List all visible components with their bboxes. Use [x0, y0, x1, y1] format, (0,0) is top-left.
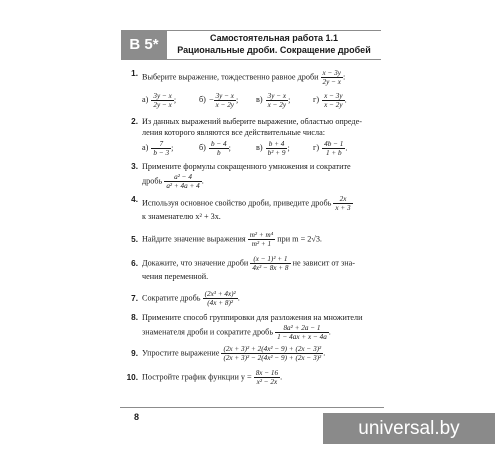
answer-options: [142, 92, 386, 109]
option-a: а) $\frac{7}{b - 3}$ ;: [142, 140, 174, 157]
task-text: Найдите значение выражения: [142, 234, 246, 244]
task-text-line-2: к знаменателю x² + 3x.: [142, 212, 221, 221]
task-number: 3.: [131, 162, 138, 171]
task-fraction: $\frac{\text{(2x³ + 4x)²}}{\text{(4x + 8)²}}$: [204, 290, 236, 307]
task-text: Постройте график функции y =: [142, 372, 252, 382]
task-9: 9. Упростите выражение $\frac{\text{(2x + 3)² + 2(4x² − 9) + (2x − 3)²}}{\text{(2x + 3)² − 2(4x² − 9) + (2x − 3)²}}$ .: [122, 345, 386, 362]
task-text: Упростите выражение: [142, 348, 220, 358]
task-text-line-2: чения переменной.: [142, 272, 209, 281]
task-8: 8. Примените способ группировки для разложения на множители знаменателя дроби и сократите дробь $\frac{\text{8a² + 2a − 1}}{1 - 4ax + x - 4a}$ .: [122, 313, 386, 341]
page-number: 8: [134, 412, 140, 422]
worksheet-title: [167, 33, 381, 56]
task-number: 9.: [131, 349, 138, 358]
task-fraction: $\frac{\text{m² + m⁴}}{\text{m² + 1}}$: [249, 231, 274, 248]
task-text-line-2: знаменателя дроби и сократите дробь: [142, 326, 274, 336]
task-5: [122, 231, 386, 248]
task-fraction: $\frac{2x}{x + 3}$: [335, 195, 351, 212]
task-number: 1.: [131, 69, 138, 78]
footer-rule: [120, 407, 384, 408]
task-text-line-1: Примените формулы сокращенного умножения и сократите: [142, 162, 351, 171]
task-fraction: $\frac{8x - 16}{\text{x² − 2x}}$: [255, 369, 279, 386]
option-c: в) $\frac{b + 4}{\text{b² + 9}}$ ;: [256, 140, 290, 157]
option-b: б) $\frac{b - 4}{b}$ ;: [199, 140, 231, 157]
variant-badge: В 5*: [121, 30, 167, 60]
task-text-line-2: ления которого являются все действительные числа:: [142, 127, 325, 137]
task-text-line-2: дробь: [142, 175, 163, 185]
task-7: 7. Сократите дробь $\frac{\text{(2x³ + 4x)²}}{\text{(4x + 8)²}}$ .: [122, 290, 386, 307]
task-4: [122, 195, 386, 223]
task-text: Докажите, что значение дроби: [142, 258, 249, 268]
task-text: Сократите дробь: [142, 293, 201, 303]
task-10: 10. Постройте график функции y = $\frac{8x - 16}{\text{x² − 2x}}$ .: [122, 369, 386, 386]
option-b: б) − $\frac{3y - x}{x - 2y}$ ;: [199, 92, 239, 109]
task-text-line-1: Используя основное свойство дроби, приведите дробь: [142, 198, 332, 208]
option-c: в) $\frac{3y - x}{x - 2y}$ ;: [256, 92, 291, 109]
task-text: Выберите выражение, тождественно равное дроби: [142, 72, 319, 82]
option-d: г) $\frac{x - 3y}{x - 2y}$ .: [313, 92, 347, 109]
task-fraction: $\frac{\text{a² − 4}}{\text{a² + 4a + 4}}$: [166, 172, 200, 190]
task-text-after: не зависит от зна-: [292, 258, 355, 268]
task-number: 2.: [131, 117, 138, 126]
task-number: 6.: [131, 259, 138, 268]
answer-options: [142, 140, 386, 157]
task-6: [122, 255, 386, 283]
task-fraction: $\frac{\text{(x − 1)² + 1}}{\text{4x² − 8x + 8}}$: [252, 255, 289, 272]
task-fraction: $\frac{x - 3y}{2y - x}$: [322, 69, 341, 86]
task-number: 8.: [131, 313, 138, 322]
task-text-line-1: Примените способ группировки для разложения на множители: [142, 313, 363, 322]
task-1: 1. Выберите выражение, тождественно равное дроби $\frac{x - 3y}{2y - x}$ : а) $\frac{3y - x}{2y - x}$ ; б) − $\frac{3y - x}{x - 2y}$ ; в) $\frac{3y - x}{x - 2y}$ ; г) $\frac{x - 3y}{x - 2y}$ .: [122, 69, 386, 109]
task-number: 5.: [131, 235, 138, 244]
task-3: 3. Примените формулы сокращенного умножения и сократите дробь $\frac{\text{a² − 4}}{\text{a² + 4a + 4}}$ .: [122, 162, 386, 190]
task-number: 10.: [126, 373, 138, 382]
task-number: 4.: [131, 195, 138, 204]
task-fraction: $\frac{\text{8a² + 2a − 1}}{1 - 4ax + x - 4a}$: [277, 323, 327, 341]
task-2: [122, 117, 386, 157]
task-number: 7.: [131, 294, 138, 303]
task-text-after: при m = 2√3.: [277, 234, 322, 244]
option-d: г) $\frac{4b - 1}{1 + b}$ .: [313, 140, 348, 157]
task-text-line-1: Из данных выражений выберите выражение, областью опреде-: [142, 117, 362, 126]
option-a: а) $\frac{3y - x}{2y - x}$ ;: [142, 92, 177, 109]
title-line-1: Самостоятельная работа 1.1: [209, 33, 339, 43]
task-fraction: $\frac{\text{(2x + 3)² + 2(4x² − 9) + (2x − 3)²}}{\text{(2x + 3)² − 2(4x² − 9) + (2x − 3)²}}$: [223, 345, 322, 362]
watermark-logo: universal.by: [323, 413, 495, 444]
title-line-2: Рациональные дроби. Сокращение дробей: [177, 44, 371, 55]
header-rule-top: [167, 30, 381, 31]
header-rule-bottom: [167, 59, 381, 60]
